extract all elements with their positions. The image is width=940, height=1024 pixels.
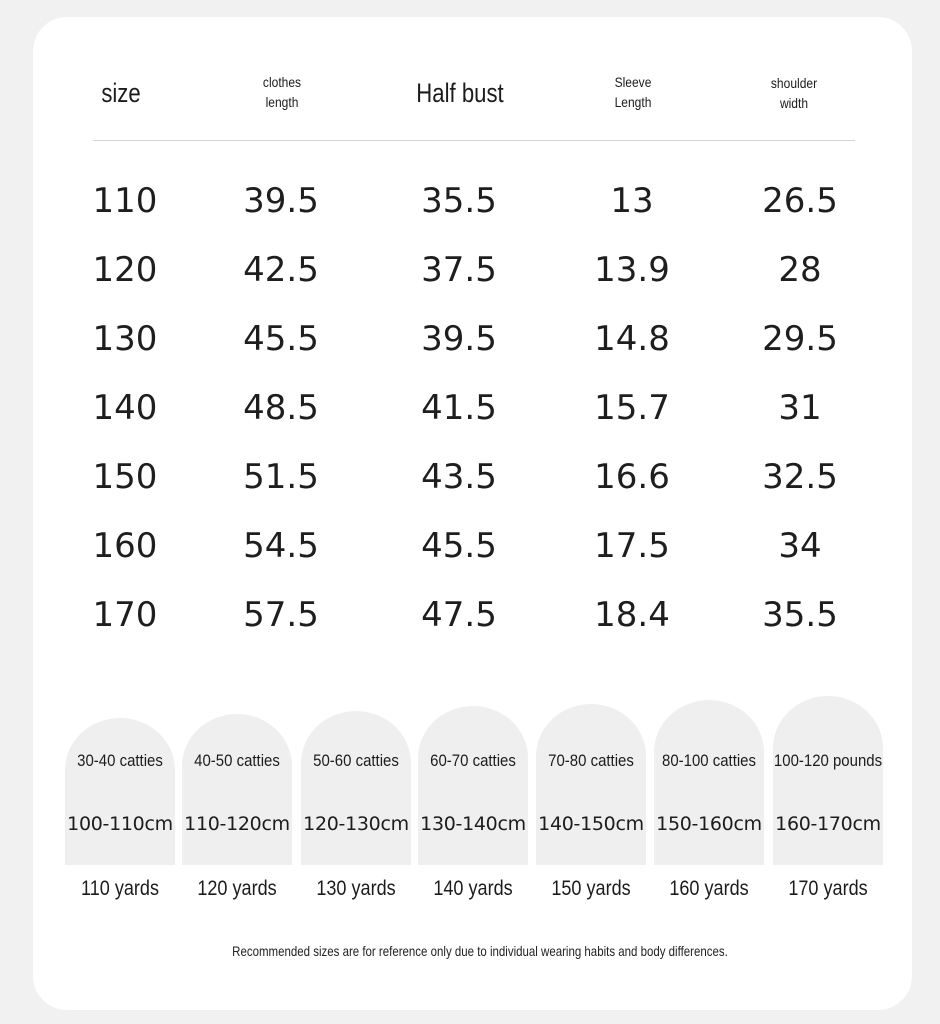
recommended-size: 160 yards bbox=[669, 877, 749, 900]
cell-shoulder-width: 31 bbox=[778, 388, 822, 428]
cell-size: 120 bbox=[92, 250, 158, 290]
weight-range: 30-40 catties bbox=[77, 751, 163, 770]
cell-clothes-length: 39.5 bbox=[243, 181, 319, 221]
cell-clothes-length: 48.5 bbox=[243, 388, 319, 428]
recommended-size: 150 yards bbox=[551, 877, 631, 900]
arch-background bbox=[773, 696, 883, 865]
weight-range: 60-70 catties bbox=[430, 751, 516, 770]
cell-shoulder-width: 32.5 bbox=[762, 457, 838, 497]
cell-clothes-length: 54.5 bbox=[243, 526, 319, 566]
recommended-size: 130 yards bbox=[316, 877, 396, 900]
cell-clothes-length: 42.5 bbox=[243, 250, 319, 290]
cell-clothes-length: 57.5 bbox=[243, 595, 319, 635]
cell-size: 130 bbox=[92, 319, 158, 359]
cell-half-bust: 35.5 bbox=[421, 181, 497, 221]
weight-range: 100-120 pounds bbox=[773, 751, 883, 770]
cell-size: 150 bbox=[92, 457, 158, 497]
cell-half-bust: 47.5 bbox=[421, 595, 497, 635]
cell-shoulder-width: 34 bbox=[778, 526, 822, 566]
cell-half-bust: 43.5 bbox=[421, 457, 497, 497]
arch-background bbox=[301, 711, 411, 865]
cell-clothes-length: 51.5 bbox=[243, 457, 319, 497]
cell-shoulder-width: 35.5 bbox=[762, 595, 838, 635]
header-sleeve-length: Sleeve Length bbox=[614, 74, 652, 110]
height-range: 140-150cm bbox=[538, 813, 644, 835]
height-range: 100-110cm bbox=[67, 813, 173, 835]
cell-size: 170 bbox=[92, 595, 158, 635]
header-size: size bbox=[101, 78, 141, 108]
recommended-size: 120 yards bbox=[197, 877, 277, 900]
cell-size: 160 bbox=[92, 526, 158, 566]
cell-size: 140 bbox=[92, 388, 158, 428]
cell-sleeve-length: 15.7 bbox=[594, 388, 670, 428]
cell-sleeve-length: 13 bbox=[610, 181, 654, 221]
arch-background bbox=[65, 718, 175, 865]
cell-shoulder-width: 28 bbox=[778, 250, 822, 290]
cell-half-bust: 37.5 bbox=[421, 250, 497, 290]
footnote: Recommended sizes are for reference only due to individual wearing habits and body differences. bbox=[232, 943, 728, 959]
height-range: 150-160cm bbox=[656, 813, 762, 835]
recommended-size: 140 yards bbox=[433, 877, 513, 900]
header-divider bbox=[93, 140, 855, 141]
arch-background bbox=[536, 704, 646, 865]
height-range: 110-120cm bbox=[184, 813, 290, 835]
cell-shoulder-width: 26.5 bbox=[762, 181, 838, 221]
cell-clothes-length: 45.5 bbox=[243, 319, 319, 359]
weight-range: 40-50 catties bbox=[194, 751, 280, 770]
cell-sleeve-length: 13.9 bbox=[594, 250, 670, 290]
weight-range: 50-60 catties bbox=[313, 751, 399, 770]
height-range: 160-170cm bbox=[775, 813, 881, 835]
cell-shoulder-width: 29.5 bbox=[762, 319, 838, 359]
cell-sleeve-length: 18.4 bbox=[594, 595, 670, 635]
cell-sleeve-length: 17.5 bbox=[594, 526, 670, 566]
height-range: 120-130cm bbox=[303, 813, 409, 835]
cell-half-bust: 45.5 bbox=[421, 526, 497, 566]
arch-background bbox=[418, 706, 528, 865]
height-range: 130-140cm bbox=[420, 813, 526, 835]
cell-size: 110 bbox=[92, 181, 158, 221]
recommended-size: 170 yards bbox=[788, 877, 868, 900]
arch-background bbox=[182, 714, 292, 865]
header-half-bust: Half bust bbox=[416, 78, 504, 108]
header-clothes-length: clothes length bbox=[262, 74, 302, 110]
cell-half-bust: 41.5 bbox=[421, 388, 497, 428]
cell-sleeve-length: 16.6 bbox=[594, 457, 670, 497]
header-shoulder-width: shoulder width bbox=[770, 75, 818, 111]
cell-sleeve-length: 14.8 bbox=[594, 319, 670, 359]
cell-half-bust: 39.5 bbox=[421, 319, 497, 359]
weight-range: 70-80 catties bbox=[548, 751, 634, 770]
arch-background bbox=[654, 700, 764, 865]
weight-range: 80-100 catties bbox=[662, 751, 756, 770]
recommended-size: 110 yards bbox=[81, 877, 159, 900]
